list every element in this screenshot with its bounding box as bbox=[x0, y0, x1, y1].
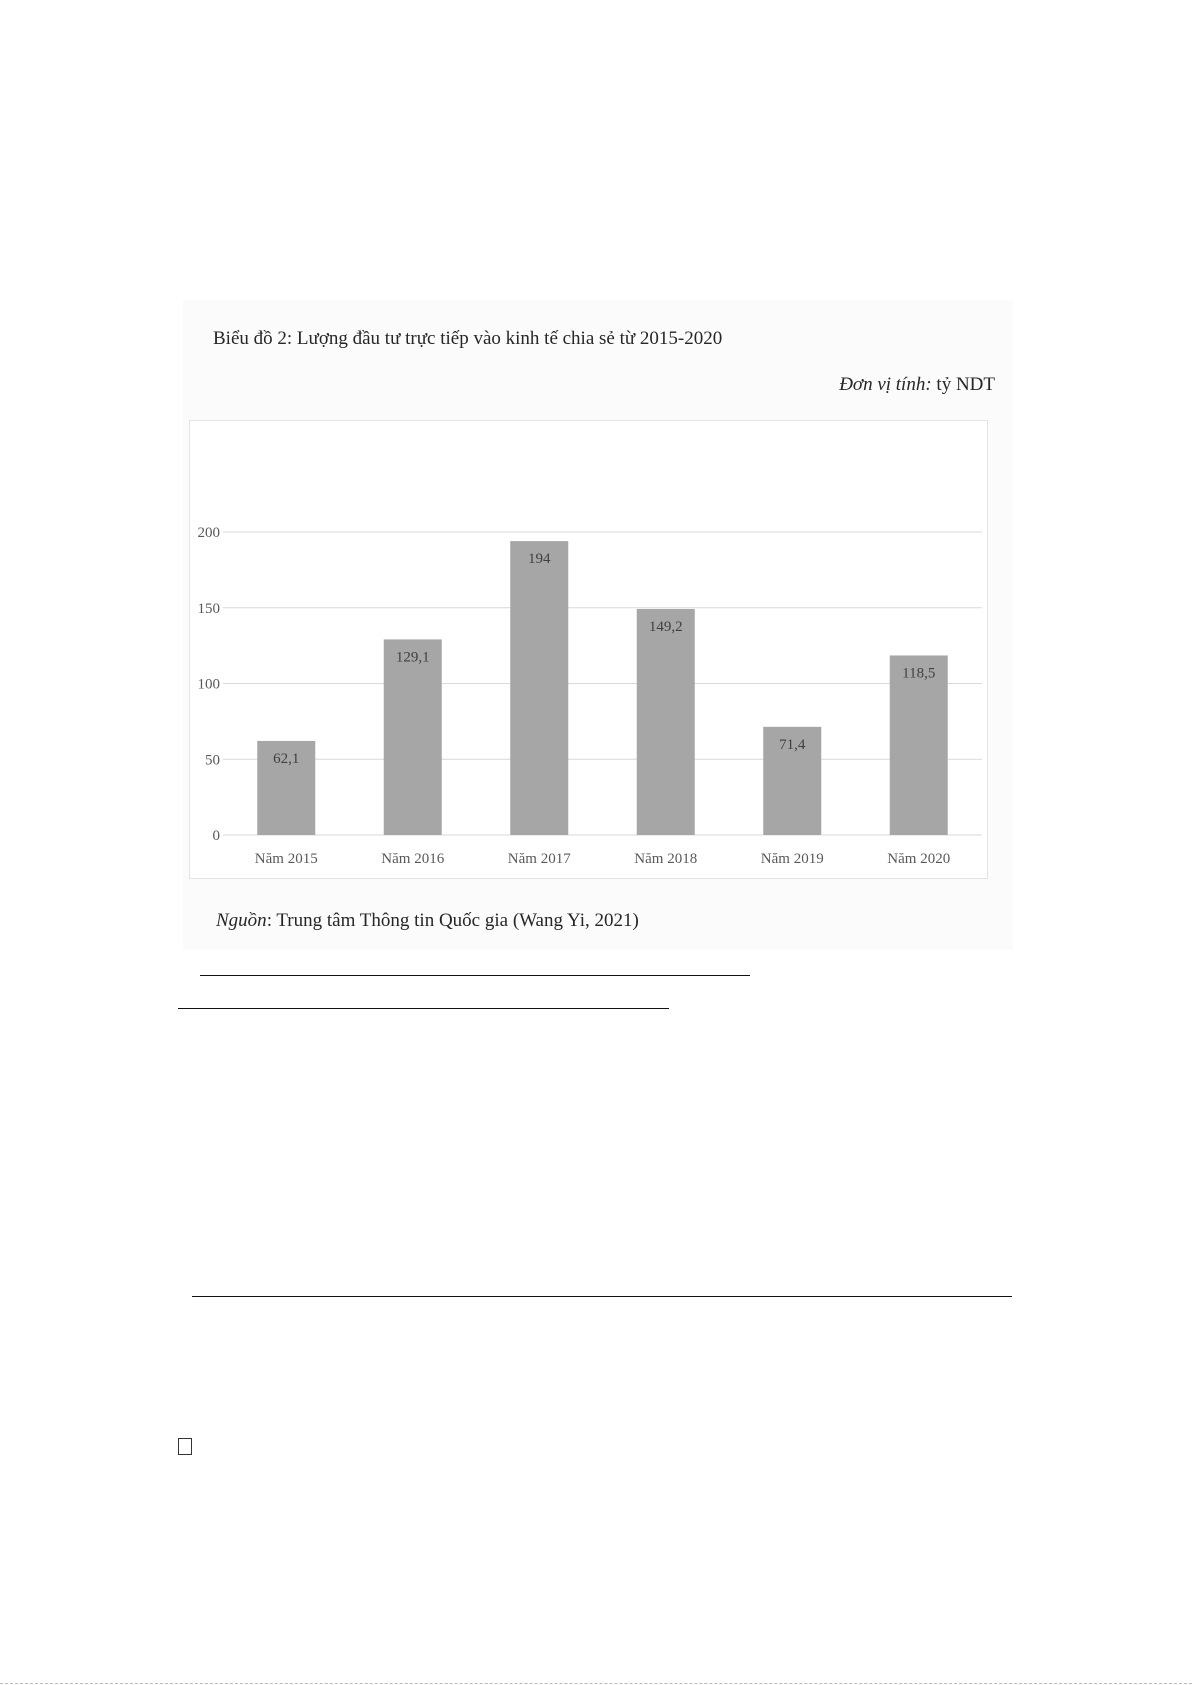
unit-label: Đơn vị tính: bbox=[839, 374, 932, 395]
page-bottom-border bbox=[0, 1683, 1192, 1684]
data-label: 129,1 bbox=[395, 649, 430, 666]
bar bbox=[890, 655, 948, 835]
bar bbox=[637, 609, 695, 835]
source-label: Nguồn bbox=[216, 910, 267, 931]
data-label: 71,4 bbox=[779, 736, 806, 753]
chart-area bbox=[189, 420, 988, 879]
y-tick-label: 200 bbox=[197, 525, 220, 541]
x-tick-label: Năm 2018 bbox=[634, 851, 698, 867]
y-tick-label: 100 bbox=[197, 676, 220, 693]
y-tick-label: 0 bbox=[212, 828, 220, 844]
unit-value: tỷ NDT bbox=[931, 374, 995, 395]
source-value: : Trung tâm Thông tin Quốc gia (Wang Yi, 2021) bbox=[266, 910, 639, 931]
data-label: 149,2 bbox=[648, 618, 683, 635]
data-label: 118,5 bbox=[902, 665, 936, 682]
data-label: 194 bbox=[528, 551, 551, 568]
underline-3 bbox=[192, 1296, 1012, 1297]
unit-note bbox=[839, 374, 995, 396]
x-tick-label: Năm 2015 bbox=[254, 851, 318, 867]
chart-figure bbox=[183, 300, 1013, 950]
x-tick-label: Năm 2016 bbox=[381, 851, 445, 867]
y-tick-label: 150 bbox=[197, 600, 220, 617]
source-note bbox=[216, 910, 639, 932]
underline-1 bbox=[200, 975, 750, 976]
data-label: 62,1 bbox=[273, 750, 300, 767]
bar bbox=[384, 639, 442, 835]
bar bbox=[510, 541, 568, 835]
underline-2 bbox=[178, 1008, 669, 1009]
y-tick-label: 50 bbox=[205, 752, 220, 769]
empty-square-icon bbox=[178, 1438, 192, 1455]
x-tick-label: Năm 2017 bbox=[507, 851, 571, 867]
x-tick-label: Năm 2019 bbox=[760, 851, 824, 867]
x-tick-label: Năm 2020 bbox=[887, 851, 951, 867]
chart-title: Biểu đồ 2: Lượng đầu tư trực tiếp vào kinh tế chia sẻ từ 2015-2020 bbox=[213, 328, 723, 349]
bar-chart bbox=[190, 421, 987, 878]
